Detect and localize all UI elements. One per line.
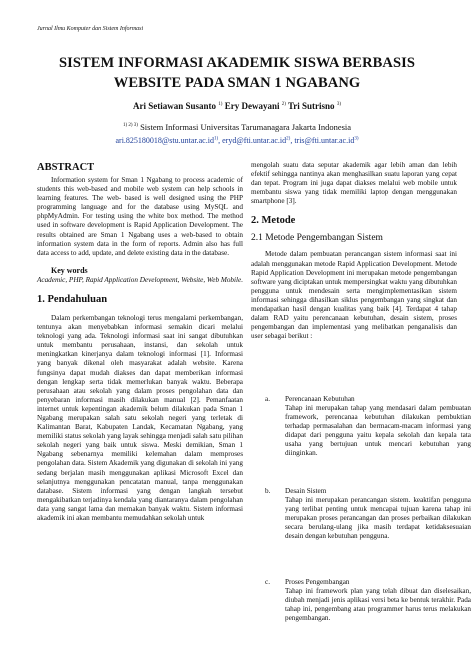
paper-title [0,53,474,93]
keywords-text: Academic, PHP, Rapid Application Development, Website, Web Mobile. [37,275,243,284]
intro-continued-text: mengolah suatu data seputar akademik agar lebih aman dan lebih efektif sehingga nantinya akan menghasilkan suatu laporan yang cepat dan tepat. Program ini juga dapat diakses melalui web mobile untuk membantu siswa yang tidak memiliki laptop dengan menggunakan smartphone [3]. [251,161,457,206]
list-item-title: Proses Pengembangan [285,578,350,586]
list-item-body: Tahap ini framework plan yang telah dibuat dan diselesaikan, diubah menjadi jenis aplikasi versi beta ke bentuk terakhir. Pada tahap ini, pengembang atau programmer harus terus melakukan pengembangan. [285,587,471,623]
right-column [251,161,457,341]
metode-text: Metode dalam pembuatan perancangan sistem informasi saat ini adalah menggunakan metode Rapid Application Development. Metode Rapid Application Development ini merupakan metode pengembangan software yang diciptakan untuk mempersingkat waktu yang dibutuhkan pengguna untuk mendesain serta mengimplementasikan sistem informasi sehingga dihasilkan siklus pengembangan yang singkat dan mendapatkan hasil dengan kualitas yang baik [4]. Terdapat 4 tahap dalam RAD yaitu perencanaan kebutuhan, desain sistem, proses pengembangan dan implementasi yang melibatkan penganalisis dan user sebagai berikut : [251,250,457,341]
abstract-heading: ABSTRACT [37,162,95,173]
title-line-1: SISTEM INFORMASI AKADEMIK SISWA BERBASIS [58,55,416,71]
journal-header: Jurnal Ilmu Komputer dan Sistem Informasi [37,26,144,32]
emails: $ari.825180018@stu.untar.ac.id^{1)}$, $eryd@fti.untar.ac.id^{2)}$, $tris@fti.untar.ac.id^{3)}$ [115,136,359,145]
section-2-1-heading: 2.1 Metode Pengembangan Sistem [251,233,383,244]
authors: Ari Setiawan Susanto $^{1)}$ Ery Dewayani $^{2)}$ Tri Sutrisno $^{3)}$ [133,101,341,111]
title-line-2: WEBSITE PADA SMAN 1 NGABANG [113,75,361,91]
list-item-body: Tahap ini merupakan perancangan sistem. keaktifan pengguna yang terlibat penting untuk mencapai tujuan karena tahap ini merupakan proses perancangan dan proses perbaikan dilakukan secara berulang-ulang jika masih terdapat ketidaksesuaian desain dengan kebutuhan pengguna. [285,496,471,541]
email-3[interactable]: tris@fti.untar.ac.id [294,136,355,145]
email-2[interactable]: eryd@fti.untar.ac.id [222,136,287,145]
section-1-heading: 1. Pendahuluan [37,293,108,305]
list-item-title: Desain Sistem [285,487,327,495]
keywords-heading: Key words [51,265,88,275]
author-3: Tri Sutrisno [287,101,335,111]
author-1: Ari Setiawan Susanto [133,101,217,111]
intro-text: Dalam perkembangan teknologi terus mengalami perkembangan, tentunya akan menyebabkan informasi semakin dicari melalui teknologi yang ada. Teknologi informasi saat ini sangat dibutuhkan untuk membantu perusahaan, instansi, dan sekolah untuk meningkatkan kinerjanya dalam teknologi informasi [1]. Informasi yang banyak dikenal oleh masyarakat adalah website. Karena fungsinya dapat mudah diakses dan dapat memberikan informasi dengan lengkap serta tidak memerlukan banyak waktu. Beberapa perusahaan atau sekolah yang dalam proses pengolahan data dan penyebaran informasi masih dilakukan manual [2]. Pemanfaatan internet untuk kepentingan akademik belum dilakukan pada Sman 1 Ngabang merupakan salah satu sekolah negeri yang terletak di Kalimantan Barat, Kabupaten Landak, Kecamatan Ngabang, yang memiliki status sekolah yang layak sehingga menjadi salah satu pilihan sekolah negeri yang baik untuk siswa. Meski demikian, Sman 1 Ngabang sebenarnya memiliki kelemahan dalam memproses pengolahan data. Sistem Akademik yang digunakan di sekolah ini yang sedang berjalan masih menggunakan aplikasi Microsoft Excel dan selanjutnya menggunakan pencatatan manual, tanpa menggunakan database. Sistem informasi yang dengan langkah tersebut mengakibatkan terjadinya kendala yang diantaranya dalam pengolahan data yang sangat lama dan memakan banyak waktu. Sistem informasi akademik ini akan membantu memudahkan sekolah untuk [37,313,243,522]
affiliation: $^{1) 2) 3)}$ Sistem Informasi Universitas Tarumanagara Jakarta Indonesia [122,122,352,132]
list-item-title: Perencanaan Kebutuhan [285,395,355,403]
list-item-body: Tahap ini merupakan tahap yang mendasari dalam pembuatan framework, perencanaa kebutuhan dilakukan pembuktian terhadap permasalahan dan bermacam-macam informasi yang didapat dari pengguna yaitu kepala sekolah dan kepala tata usaha yang bertujuan untuk mencari kebutuhan yang diinginkan. [285,404,471,458]
section-2-heading: 2. Metode [251,215,296,227]
abstract-text: Information system for Sman 1 Ngabang to process academic of students this web-based and mobile web system can help schools in learning features. The web- based is well designed using the PHP programming language and for the database using MySQL and phpMyAdmin. For testing using the white box method. The method used in software development is Rapid Application Development. The results obtained are Sman 1 Ngabang uses a web-based to obtain information system data in the form of reports. Admin also has full data access to add, update, and delete existing data in the database. [37,176,243,257]
author-2: Ery Dewayani [224,101,280,111]
email-1[interactable]: ari.825180018@stu.untar.ac.id [115,136,214,145]
left-column [37,161,243,523]
